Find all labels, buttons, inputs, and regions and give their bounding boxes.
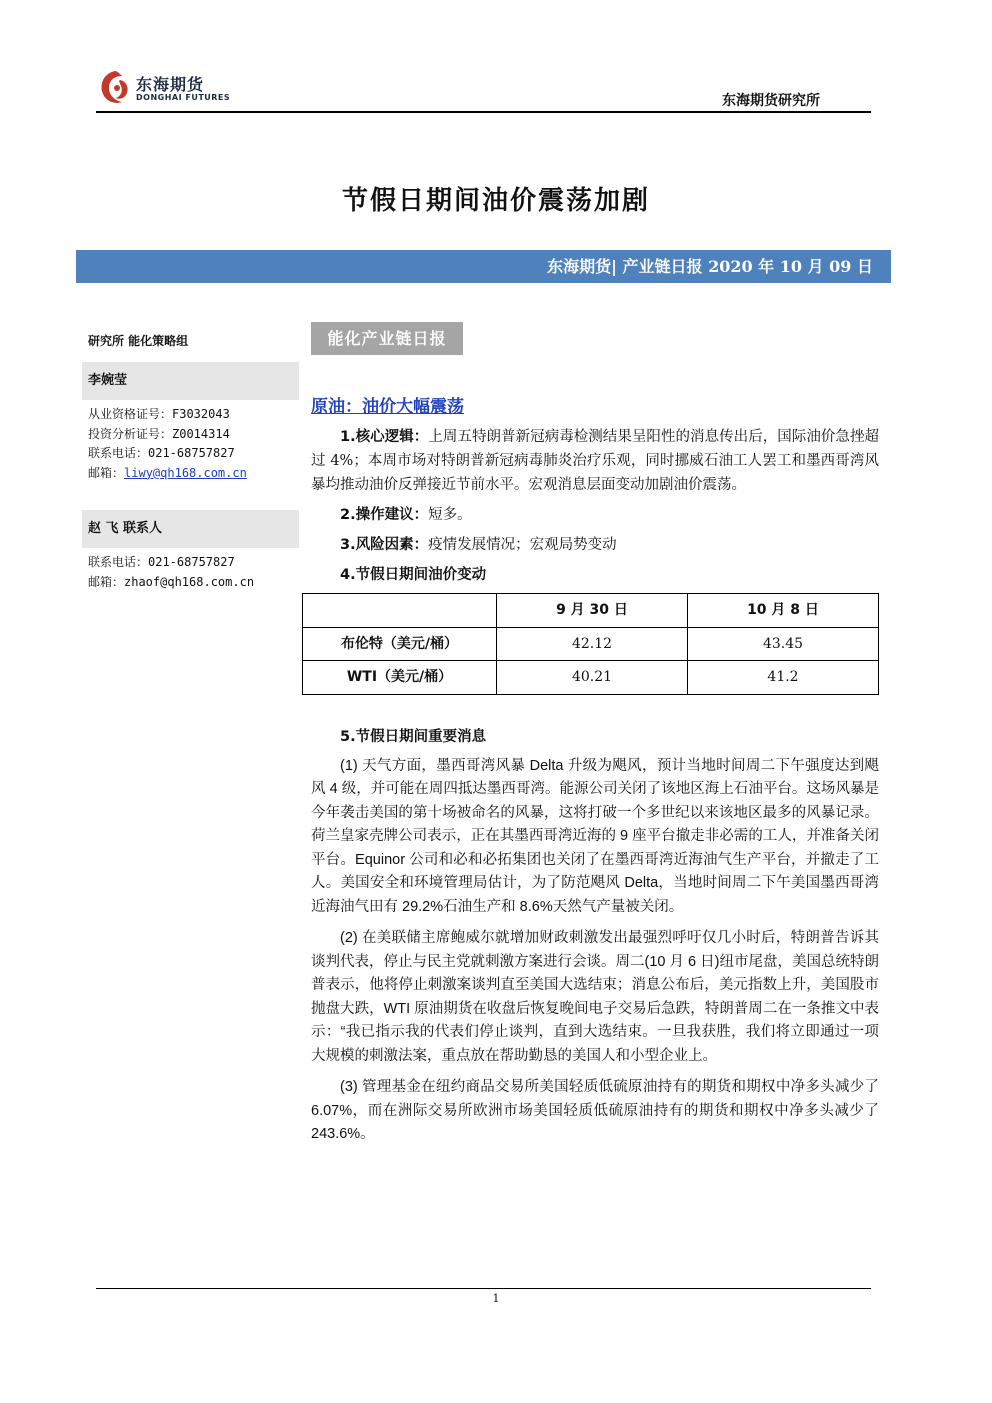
email-label: 邮箱：	[88, 465, 125, 480]
analyst-consult-cert: 投资分析证号：Z0014314	[88, 426, 230, 441]
page-number: 1	[492, 1292, 500, 1305]
analyst-sidebar	[82, 325, 299, 592]
table-header-cell: 9 月 30 日	[497, 594, 688, 628]
table-row	[303, 661, 879, 695]
risk-line	[311, 533, 879, 557]
dragon-logo-icon	[96, 68, 134, 108]
price-change-label: 4.节假日期间油价变动	[340, 567, 487, 583]
department-label: 研究所 能化策略组	[88, 334, 189, 348]
table-row-label: 布伦特（美元/桶）	[303, 627, 497, 661]
table-cell: 43.45	[688, 627, 879, 661]
advice-text: 短多。	[428, 507, 472, 523]
contact-name: 赵 飞 联系人	[82, 510, 299, 548]
table-header-row	[303, 594, 879, 628]
analyst-email-link[interactable]: liwy@qh168.com.cn	[124, 465, 247, 480]
core-logic-label: 1.核心逻辑：	[340, 429, 429, 445]
price-change-heading	[311, 563, 879, 587]
news-heading: 5.节假日期间重要消息	[340, 728, 487, 745]
table-header-cell: 10 月 8 日	[688, 594, 879, 628]
footer-divider	[96, 1288, 871, 1289]
company-logo	[96, 68, 236, 108]
table-row	[303, 627, 879, 661]
price-table	[302, 593, 879, 695]
news-item: (2) 在美联储主席鲍威尔就增加财政刺激发出最强烈呼吁仅几小时后，特朗普告诉其谈判代表，停止与民主党就刺激方案进行会谈。周二(10 月 6 日)纽市尾盘，美国总统特朗普表示，他将停止刺激案谈判直至美国大选结束；消息公布后，美元指数上升，美国股市抛盘大跌，WTI 原油期货在收盘后恢复晚间电子交易后急跌，特朗普周二在一条推文中表示：“我已指示我的代表们停止谈判，直到大选结束。一旦我获胜，我们将立即通过一项大规模的刺激法案，重点放在帮助勤恳的美国人和小型企业上。	[311, 930, 879, 1064]
contact-email: 邮箱：zhaof@qh168.com.cn	[88, 574, 255, 589]
main-content	[311, 395, 879, 1155]
section-label: 能化产业链日报	[311, 322, 463, 355]
institute-name: 东海期货研究所	[722, 93, 820, 109]
news-item: (3) 管理基金在纽约商品交易所美国轻质低硫原油持有的期货和期权中净多头减少了 6.07%，而在洲际交易所欧洲市场美国轻质低硫原油持有的期货和期权中净多头减少了 243.6%。	[311, 1079, 879, 1142]
advice-line	[311, 503, 879, 527]
document-title: 节假日期间油价震荡加剧	[341, 186, 650, 216]
table-row-label: WTI（美元/桶）	[303, 661, 497, 695]
logo-english-name: DONGHAI FUTURES	[136, 93, 231, 102]
risk-label: 3.风险因素：	[340, 537, 429, 553]
contact-phone: 联系电话：021-68757827	[88, 555, 235, 569]
analyst-name: 李婉莹	[82, 362, 299, 400]
table-cell: 41.2	[688, 661, 879, 695]
news-item: (1) 天气方面，墨西哥湾风暴 Delta 升级为飓风，预计当地时间周二下午强度达到飓风 4 级，并可能在周四抵达墨西哥湾。能源公司关闭了该地区海上石油平台。这场风暴是今年袭击美国的第十场被命名的风暴，这将打破一个多世纪以来该地区最多的风暴记录。荷兰皇家壳牌公司表示，正在其墨西哥湾近海的 9 座平台撤走非必需的工人，并准备关闭平台。Equinor 公司和必和必拓集团也关闭了在墨西哥湾近海油气生产平台，并撤走了工人。美国安全和环境管理局估计，为了防范飓风 Delta，当地时间周二下午美国墨西哥湾近海油气田有 29.2%石油生产和 8.6%天然气产量被关闭。	[311, 757, 879, 915]
analyst-cert: 从业资格证号：F3032043	[88, 407, 230, 421]
risk-text: 疫情发展情况；宏观局势变动	[428, 537, 617, 553]
advice-label: 2.操作建议：	[340, 507, 429, 523]
crude-oil-heading[interactable]: 原油：油价大幅震荡	[311, 397, 464, 417]
core-logic-paragraph	[311, 425, 879, 497]
logo-chinese-name: 东海期货	[136, 75, 205, 94]
table-cell: 40.21	[497, 661, 688, 695]
analyst-phone: 联系电话：021-68757827	[88, 446, 235, 460]
analyst-email-row	[82, 464, 299, 484]
report-banner: 东海期货| 产业链日报 2020 年 10 月 09 日	[76, 250, 891, 283]
header-divider	[96, 111, 871, 113]
table-cell: 42.12	[497, 627, 688, 661]
core-logic-text: 上周五特朗普新冠病毒检测结果呈阳性的消息传出后，国际油价急挫超过 4%；本周市场对特朗普新冠病毒肺炎治疗乐观，同时挪威石油工人罢工和墨西哥湾风暴均推动油价反弹接近节前水平。宏观消息层面变动加剧油价震荡。	[311, 429, 879, 493]
table-header-cell	[303, 594, 497, 628]
